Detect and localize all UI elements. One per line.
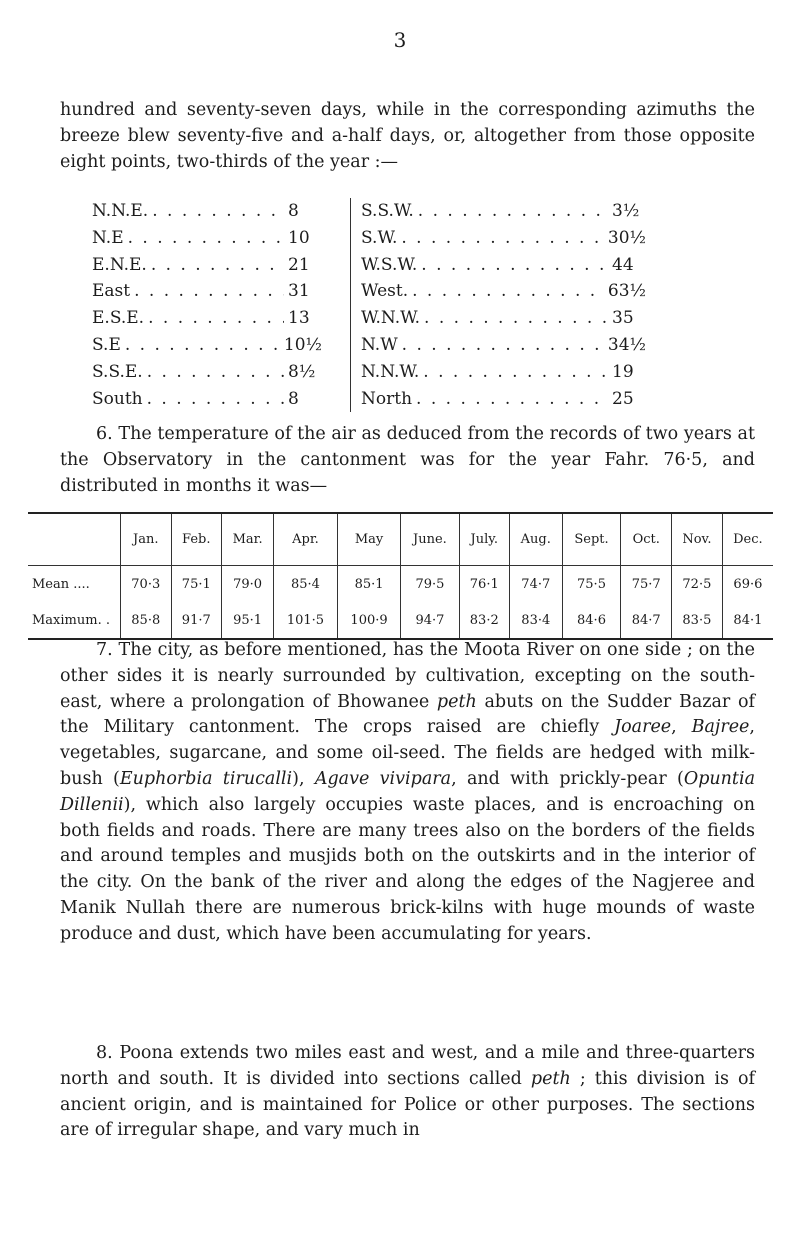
text-run: ), <box>292 768 315 789</box>
temperature-cell: 75·1 <box>171 566 222 603</box>
wind-days: 35 <box>612 308 634 329</box>
leader-dots <box>148 305 284 332</box>
paragraph-8 <box>60 1041 755 1144</box>
wind-row <box>92 359 322 386</box>
temperature-cell: 85·4 <box>274 566 338 603</box>
wind-days: 31 <box>288 281 310 302</box>
wind-days: 10½ <box>283 334 322 355</box>
wind-days: 3½ <box>612 201 640 221</box>
month-header: Jan. <box>121 513 172 566</box>
text-run: , <box>671 717 692 738</box>
text-run: The city, as before mentioned, has the Moota River on one side ; on the other sides it is nearly surrounded by cultivation, excepting on the south-east, where a prolongation of Bhowanee <box>60 640 755 712</box>
temperature-cell: 94·7 <box>401 602 459 639</box>
paragraph-number: 7. <box>96 640 113 660</box>
temperature-cell: 95·1 <box>222 602 274 639</box>
wind-direction: S.E <box>92 334 121 355</box>
wind-row <box>92 386 322 413</box>
wind-days: 8 <box>288 388 299 409</box>
italic-term: Euphorbia tirucalli <box>119 768 293 789</box>
wind-column-right <box>350 198 646 412</box>
wind-row <box>361 386 646 413</box>
temperature-cell: 75·7 <box>621 566 672 603</box>
wind-days: 8 <box>288 201 299 221</box>
temperature-cell: 100·9 <box>337 602 401 639</box>
wind-direction: N.N.E. <box>92 201 149 221</box>
leader-dots <box>151 252 284 279</box>
temperature-cell: 84·1 <box>722 602 773 639</box>
wind-row <box>92 252 322 279</box>
italic-term: Agave vivipara <box>314 768 452 789</box>
row-label: Mean .... <box>32 576 90 592</box>
wind-days: 21 <box>288 254 310 275</box>
wind-column-left <box>92 198 322 412</box>
temperature-cell: 84·7 <box>621 602 672 639</box>
leader-dots <box>147 386 284 413</box>
wind-direction: N.W <box>361 334 398 355</box>
month-header: Dec. <box>722 513 773 566</box>
month-header: Sept. <box>562 513 621 566</box>
wind-row <box>92 305 322 332</box>
wind-direction: S.S.E. <box>92 361 143 382</box>
wind-row <box>361 278 646 305</box>
month-header: Oct. <box>621 513 672 566</box>
month-header: June. <box>401 513 459 566</box>
wind-row <box>92 332 322 359</box>
wind-row <box>361 225 646 252</box>
month-header: July. <box>459 513 510 566</box>
wind-row <box>92 278 322 305</box>
temperature-cell: 85·8 <box>121 602 172 639</box>
wind-direction: South <box>92 388 143 409</box>
wind-days: 44 <box>612 254 634 275</box>
temperature-cell: 85·1 <box>337 566 401 603</box>
wind-days: 25 <box>612 388 634 409</box>
text-run: , and with prickly-pear ( <box>451 768 684 789</box>
table-row <box>28 602 773 639</box>
wind-direction: East <box>92 281 131 302</box>
italic-term: peth <box>436 691 477 712</box>
italic-term: Opuntia Dillenii <box>60 768 755 815</box>
table-header-label <box>28 513 121 566</box>
temperature-cell: 74·7 <box>510 566 563 603</box>
wind-direction: North <box>361 388 413 409</box>
temperature-cell: 84·6 <box>562 602 621 639</box>
italic-term: peth <box>530 1068 571 1089</box>
wind-days: 10 <box>288 227 310 248</box>
text-run: ), which also largely occupies waste places, and is encroaching on both fields and roads. There are many trees also on the borders of the fields and around temples and musjids both on the outskirts and in the interior of the city. On the bank of the river and along the edges of the Nagjeree and Manik Nullah there are numerous brick-kilns with huge mounds of waste produce and dust, which have been accumulating for years. <box>60 794 755 944</box>
wind-days: 8½ <box>288 361 316 382</box>
wind-direction: W.N.W. <box>361 308 421 329</box>
temperature-table <box>28 512 773 640</box>
paragraph-text: The temperature of the air as deduced from the records of two years at the Observatory in the cantonment was for the year Fahr. 76·5, and distributed in months it was— <box>60 424 755 496</box>
wind-direction: N.E <box>92 227 124 248</box>
paragraph-7 <box>60 638 755 948</box>
month-header: Aug. <box>510 513 563 566</box>
temperature-cell: 101·5 <box>274 602 338 639</box>
wind-direction: W.S.W. <box>361 254 418 275</box>
temperature-cell: 83·2 <box>459 602 510 639</box>
temperature-cell: 83·5 <box>671 602 722 639</box>
leader-dots <box>402 332 604 359</box>
month-header: Feb. <box>171 513 222 566</box>
leader-dots <box>416 386 608 413</box>
wind-row <box>92 198 322 225</box>
wind-row <box>92 225 322 252</box>
temperature-cell: 91·7 <box>171 602 222 639</box>
page-number: 3 <box>393 28 407 52</box>
leader-dots <box>134 278 284 305</box>
wind-days: 30½ <box>607 227 646 248</box>
leader-dots <box>152 198 284 225</box>
wind-row <box>361 332 646 359</box>
temperature-cell: 70·3 <box>121 566 172 603</box>
table-row <box>28 566 773 603</box>
temperature-cell: 75·5 <box>562 566 621 603</box>
wind-days: 34½ <box>607 334 646 355</box>
leader-dots <box>418 198 608 225</box>
leader-dots <box>424 305 608 332</box>
temperature-cell: 79·5 <box>401 566 459 603</box>
leader-dots <box>147 359 284 386</box>
month-header: May <box>337 513 401 566</box>
wind-direction: E.S.E. <box>92 308 145 329</box>
month-header: Nov. <box>671 513 722 566</box>
month-header: Apr. <box>274 513 338 566</box>
wind-row <box>361 252 646 279</box>
leader-dots <box>125 332 280 359</box>
temperature-cell: 69·6 <box>722 566 773 603</box>
wind-direction: S.S.W. <box>361 201 414 221</box>
leader-dots <box>421 252 608 279</box>
temperature-cell: 72·5 <box>671 566 722 603</box>
leader-dots <box>128 225 284 252</box>
wind-row <box>361 198 646 225</box>
wind-row <box>361 305 646 332</box>
wind-days: 63½ <box>607 281 646 302</box>
leader-dots <box>423 359 608 386</box>
wind-direction: S.W. <box>361 227 398 248</box>
text-run: , vegetables, sugarcane, and some oil-seed. The fields are hedged with milk-bush ( <box>60 717 755 789</box>
table-header-row <box>28 513 773 566</box>
leader-dots <box>401 225 604 252</box>
italic-term: Joaree <box>614 717 672 738</box>
text-run: abuts on the Sudder Bazar of the Military cantonment. The crops raised are chiefly <box>60 691 755 738</box>
text-run: Poona extends two miles east and west, and a mile and three-quarters north and south. It is divided into sections called <box>60 1043 755 1089</box>
leader-dots <box>412 278 604 305</box>
intro-paragraph: hundred and seventy-seven days, while in the corresponding azimuths the breeze blew seventy-five and a-half days, or, altogether from those opposite eight points, two-thirds of the year :— <box>60 100 755 172</box>
wind-days: 13 <box>288 308 310 329</box>
wind-direction: E.N.E. <box>92 254 147 275</box>
wind-row <box>361 359 646 386</box>
text-run: ; this division is of ancient origin, and is maintained for Police or other purposes. The sections are of irregular shape, and vary much in <box>60 1068 755 1141</box>
temperature-cell: 79·0 <box>222 566 274 603</box>
wind-days: 19 <box>612 361 634 382</box>
paragraph-number: 6. <box>96 424 113 444</box>
row-label: Maximum. . <box>32 612 110 628</box>
month-header: Mar. <box>222 513 274 566</box>
paragraph-number: 8. <box>96 1043 113 1063</box>
italic-term: Bajree <box>691 717 750 738</box>
temperature-cell: 83·4 <box>510 602 563 639</box>
wind-direction: West. <box>361 281 409 302</box>
wind-direction: N.N.W. <box>361 361 420 382</box>
temperature-cell: 76·1 <box>459 566 510 603</box>
paragraph-6 <box>60 422 755 499</box>
